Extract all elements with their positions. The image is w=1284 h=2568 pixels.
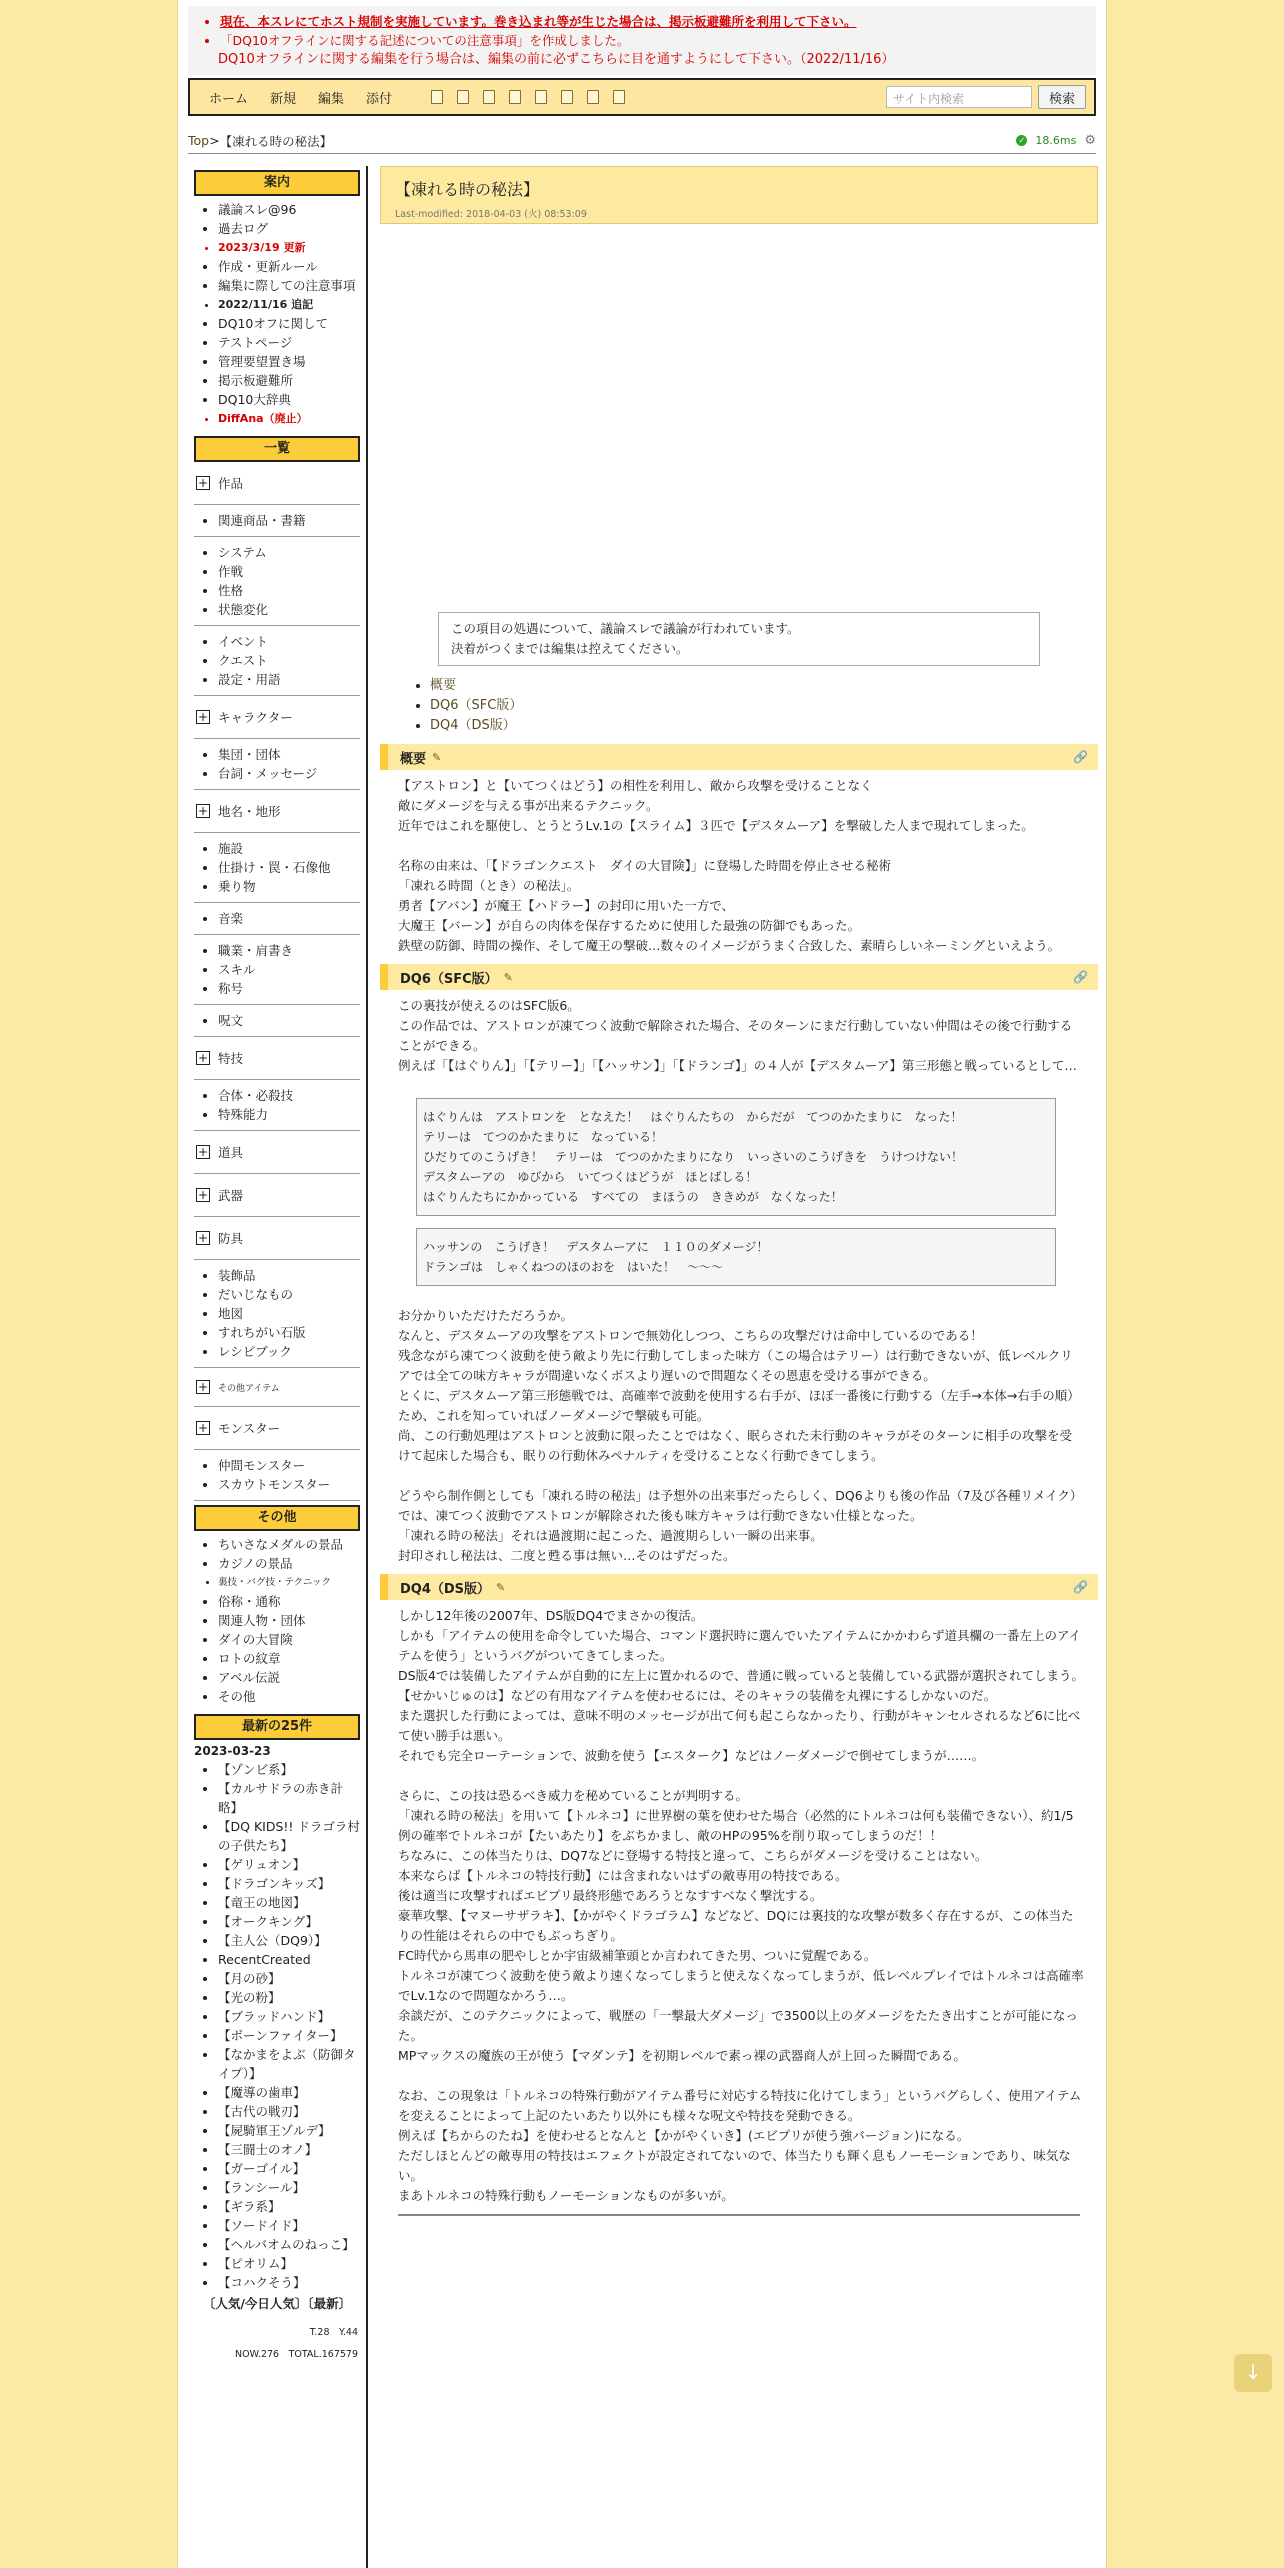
paragraph: とくに、デスタムーア第三形態戦では、高確率で波動を使用する右手が、ほぼ一番後に行動する（左手→本体→右手の順）ため、これを知っていればノーダメージで撃破も可能。 bbox=[398, 1388, 1080, 1423]
copy-icon[interactable] bbox=[561, 90, 573, 104]
sidebar-item[interactable]: • 乗り物 bbox=[218, 877, 354, 896]
paragraph: 「凍れる時間（とき）の秘法」。 bbox=[398, 878, 580, 893]
toc-link-overview[interactable]: 概要 bbox=[430, 678, 457, 693]
search-input[interactable]: サイト内検索 bbox=[886, 86, 1032, 108]
sidebar-group bbox=[194, 1174, 360, 1217]
toolbar-icons bbox=[431, 90, 625, 104]
section-dq6-body-2 bbox=[380, 1300, 1098, 1566]
sidebar-other-item[interactable]: • ロトの紋章 bbox=[218, 1649, 360, 1668]
log-line: はぐりんたちにかかっている すべての まほうの ききめが なくなった！ bbox=[423, 1190, 843, 1204]
expand-plus-icon[interactable]: + bbox=[197, 1421, 209, 1435]
sidebar-collapsible[interactable] bbox=[194, 1223, 360, 1253]
render-time: 18.6ms bbox=[1035, 134, 1077, 147]
section-heading-dq6 bbox=[380, 964, 1098, 990]
sidebar-item[interactable]: • だいじなもの bbox=[218, 1285, 354, 1304]
recent-item[interactable]: • 【ブラッドハンド】 bbox=[218, 2007, 360, 2026]
sidebar-item[interactable]: • スキル bbox=[218, 960, 354, 979]
sidebar-collapsible-label[interactable]: 作品 bbox=[218, 476, 244, 491]
paragraph: しかも「アイテムの使用を命令していた場合、コマンド選択時に選んでいたアイテムにかかわらず道具欄の一番左上のアイテムを使う」というバグがついてきてしまった。 bbox=[398, 1628, 1081, 1663]
sidebar-guide-item[interactable]: • DiffAna（廃止） bbox=[218, 409, 360, 428]
sidebar-guide-item[interactable]: • DQ10オフに関して bbox=[218, 314, 360, 333]
paragraph: 尚、この行動処理はアストロンと波動に限ったことではなく、眠らされた未行動のキャラがそのターンに相手の攻撃を受けて起床した場合も、眠りの行動休みペナルティを受けることなく行動できてしまう。 bbox=[398, 1428, 1073, 1463]
recent-item[interactable]: • 【三闘士のオノ】 bbox=[218, 2140, 360, 2159]
sidebar-collapsible-label[interactable]: 地名・地形 bbox=[218, 804, 281, 819]
battle-log-1 bbox=[416, 1098, 1056, 1216]
toolbar-menu-item[interactable]: 編集 bbox=[318, 91, 345, 107]
sidebar-group-list bbox=[194, 1266, 360, 1361]
recent-item[interactable]: • 【屍騎軍王ゾルデ】 bbox=[218, 2121, 360, 2140]
sidebar-collapsible[interactable] bbox=[194, 1374, 360, 1400]
search-area bbox=[886, 85, 1086, 109]
sidebar-item[interactable]: • スカウトモンスター bbox=[218, 1475, 354, 1494]
toc-link-dq6[interactable]: DQ6（SFC版） bbox=[430, 698, 523, 713]
sidebar-guide-header: 案内 bbox=[194, 170, 360, 196]
paragraph bbox=[398, 836, 1084, 856]
recent-item[interactable]: • 【ヘルバオムのねっこ】 bbox=[218, 2235, 360, 2254]
sidebar-groups bbox=[188, 462, 366, 1501]
section-overview-body bbox=[380, 770, 1098, 956]
anchor-link-icon[interactable]: 🔗 bbox=[1073, 970, 1088, 984]
sidebar-collapsible-label[interactable]: 道具 bbox=[218, 1145, 244, 1160]
sidebar-guide-item[interactable]: • 作成・更新ルール bbox=[218, 257, 360, 276]
paragraph: 名称の由来は、「【ドラゴンクエスト ダイの大冒険】」に登場した時間を停止させる秘術 bbox=[398, 858, 892, 873]
sidebar-other-item[interactable]: • ダイの大冒険 bbox=[218, 1630, 360, 1649]
title-box bbox=[380, 166, 1098, 224]
sidebar-item[interactable]: • 仲間モンスター bbox=[218, 1456, 354, 1475]
sidebar-group bbox=[194, 1131, 360, 1174]
sidebar-group bbox=[194, 935, 360, 1005]
log-line: はぐりんは アストロンを となえた！ はぐりんたちの からだが てつのかたまりに なった！ bbox=[423, 1110, 963, 1124]
diff-icon[interactable] bbox=[457, 90, 469, 104]
paragraph bbox=[398, 2066, 1084, 2086]
sidebar-item[interactable]: • 音楽 bbox=[218, 909, 354, 928]
paragraph: 【せかいじゅのは】などの有用なアイテムを使わせるには、そのキャラの装備を丸裸にするしかないのだ。 bbox=[398, 1688, 997, 1703]
expand-plus-icon[interactable]: + bbox=[197, 1145, 209, 1159]
recent-item[interactable]: • 【竜王の地図】 bbox=[218, 1893, 360, 1912]
toolbar-menu-item[interactable]: 新規 bbox=[270, 91, 297, 107]
notice-box bbox=[188, 6, 1096, 75]
sidebar-guide-item[interactable]: • 議論スレ@96 bbox=[218, 200, 360, 219]
log-line: デスタムーアの ゆびから いてつくはどうが ほとばしる！ bbox=[423, 1170, 758, 1184]
expand-plus-icon[interactable]: + bbox=[197, 804, 209, 818]
breadcrumb-current: 【凍れる時の秘法】 bbox=[219, 133, 333, 149]
toc-link-dq4[interactable]: DQ4（DS版） bbox=[430, 718, 516, 733]
check-icon: ✓ bbox=[1016, 135, 1027, 146]
counter-total: NOW.276 TOTAL.167579 bbox=[235, 2349, 358, 2360]
edit-icon[interactable] bbox=[431, 90, 443, 104]
main-content bbox=[380, 166, 1098, 2216]
sidebar-group-list bbox=[194, 941, 360, 998]
paragraph: さらに、この技は恐るべき威力を秘めていることが判明する。 bbox=[398, 1788, 749, 1803]
paragraph bbox=[398, 1766, 1084, 1786]
sidebar-other-item[interactable]: • 俗称・通称 bbox=[218, 1592, 360, 1611]
sidebar-other-item[interactable]: • ちいさなメダルの景品 bbox=[218, 1535, 360, 1554]
recent-item[interactable]: • 【ギラ系】 bbox=[218, 2197, 360, 2216]
paragraph: ちなみに、この体当たりは、DQ7などに登場する特技と違って、こちらがダメージを受けることはない。 bbox=[398, 1848, 988, 1863]
paragraph: 鉄壁の防御、時間の操作、そして魔王の撃破…数々のイメージがうまく合致した、素晴らしいネーミングといえよう。 bbox=[398, 938, 1061, 953]
sidebar-collapsible[interactable] bbox=[194, 1043, 360, 1073]
sidebar-collapsible[interactable] bbox=[194, 796, 360, 826]
sidebar-recent-header: 最新の25件 bbox=[194, 1714, 360, 1740]
sidebar-group-list bbox=[194, 1011, 360, 1030]
paragraph: FC時代から馬車の肥やしとか宇宙級補筆頭とか言われてきた男、ついに覚醒である。 bbox=[398, 1948, 877, 1963]
paragraph: 余談だが、このテクニックによって、戦歴の「一撃最大ダメージ」で3500以上のダメージをたたき出すことが可能になった。 bbox=[398, 2008, 1078, 2043]
paragraph: 残念ながら凍てつく波動を使う敵より先に行動してしまった味方（この場合はテリー）は行動できないが、低レベルクリアでは全ての味方キャラが間違いなくボスより遅いので問題なくその恩恵を受ける事ができる。 bbox=[398, 1348, 1073, 1383]
sidebar-list-header: 一覧 bbox=[194, 436, 360, 462]
sidebar-guide-item[interactable]: • 掲示板避難所 bbox=[218, 371, 360, 390]
paragraph: お分かりいただけただろうか。 bbox=[398, 1308, 574, 1323]
sidebar-recent-list bbox=[188, 1758, 366, 2292]
sidebar-group bbox=[194, 833, 360, 903]
paragraph: 例えば【ちからのたね】を使わせるとなんと【かがやくいき】(エビプリが使う強バージョン)になる。 bbox=[398, 2128, 970, 2143]
page bbox=[177, 0, 1107, 2568]
sidebar-other-list bbox=[188, 1531, 366, 1710]
sidebar-collapsible[interactable] bbox=[194, 702, 360, 732]
sidebar-group bbox=[194, 1037, 360, 1080]
sidebar-item[interactable]: • 地図 bbox=[218, 1304, 354, 1323]
recent-item[interactable]: • 【コハクそう】 bbox=[218, 2273, 360, 2292]
sidebar-collapsible-label[interactable]: 特技 bbox=[218, 1051, 244, 1066]
sidebar-group bbox=[194, 537, 360, 626]
expand-plus-icon[interactable]: + bbox=[197, 1188, 209, 1202]
paragraph: ただしほとんどの敵専用の特技はエフェクトが設定されてないので、体当たりも輝く息もノーモーションであり、味気ない。 bbox=[398, 2148, 1071, 2183]
page-title: 【凍れる時の秘法】 bbox=[395, 180, 540, 199]
notice-dq10-offline[interactable]: • 「DQ10オフラインに関する記述についての注意事項」を作成しました。 bbox=[220, 31, 1090, 50]
sidebar-item[interactable]: • 特殊能力 bbox=[218, 1105, 354, 1124]
backup-icon[interactable] bbox=[483, 90, 495, 104]
discussion-line-2: 決着がつくまでは編集は控えてください。 bbox=[451, 641, 689, 656]
recent-item[interactable]: • 【DQ KIDS!! ドラゴラ村の子供たち】 bbox=[218, 1817, 360, 1855]
recent-item[interactable]: • 【魔導の歯車】 bbox=[218, 2083, 360, 2102]
paragraph: それでも完全ローテーションで、波動を使う【エスターク】などはノーダメージで倒せてしまうが……。 bbox=[398, 1748, 985, 1763]
section-title: 概要 bbox=[400, 751, 427, 767]
expand-plus-icon[interactable]: + bbox=[197, 476, 209, 490]
sidebar-item[interactable]: • 装飾品 bbox=[218, 1266, 354, 1285]
sidebar-group bbox=[194, 1407, 360, 1450]
sidebar-group bbox=[194, 1368, 360, 1407]
recent-item[interactable]: • 【ドラゴンキッズ】 bbox=[218, 1874, 360, 1893]
battle-log-2 bbox=[416, 1228, 1056, 1286]
last-modified: Last-modified: 2018-04-03 (火) 08:53:09 bbox=[395, 209, 587, 220]
recent-item[interactable]: • 【なかまをよぶ（防御タイプ）】 bbox=[218, 2045, 360, 2083]
recent-item[interactable]: • 【光の粉】 bbox=[218, 1988, 360, 2007]
lock-icon[interactable] bbox=[535, 90, 547, 104]
sidebar-other-item[interactable]: • カジノの景品 bbox=[218, 1554, 360, 1573]
sidebar-item[interactable]: • 合体・必殺技 bbox=[218, 1086, 354, 1105]
sidebar-group bbox=[194, 505, 360, 537]
paragraph: 例えば「【はぐりん】」「【テリー】」「【ハッサン】」「【ドランゴ】」の４人が【デスタムーア】第三形態と戦っているとして… bbox=[398, 1058, 1077, 1073]
sidebar-other-item[interactable]: • 裏技・バグ技・テクニック bbox=[218, 1573, 360, 1592]
sidebar-item[interactable]: • クエスト bbox=[218, 651, 354, 670]
sidebar-group bbox=[194, 739, 360, 790]
sidebar-item[interactable]: • 性格 bbox=[218, 581, 354, 600]
sidebar-other-item[interactable]: • その他 bbox=[218, 1687, 360, 1706]
notice-dq10-edit[interactable]: DQ10オフラインに関する編集を行う場合は、編集の前に必ずこちらに目を通すようにして下さい。（2022/11/16） bbox=[218, 52, 895, 67]
sidebar-group bbox=[194, 1005, 360, 1037]
sidebar-group bbox=[194, 696, 360, 739]
paragraph: 本来ならば【トルネコの特技行動】には含まれないはずの敵専用の特技である。 bbox=[398, 1868, 848, 1883]
paragraph: MPマックスの魔族の王が使う【マダンテ】を初期レベルで素っ裸の武器商人が上回った瞬間である。 bbox=[398, 2048, 966, 2063]
sidebar-item[interactable]: • レシピブック bbox=[218, 1342, 354, 1361]
paragraph: 近年ではこれを駆使し、とうとうLv.1の【スライム】３匹で【デスタムーア】を撃破した人まで現れてしまった。 bbox=[398, 818, 1034, 833]
expand-plus-icon[interactable]: + bbox=[197, 710, 209, 724]
sidebar-collapsible-label[interactable]: 防具 bbox=[218, 1231, 244, 1246]
log-line: ひだりてのこうげき！ テリーは てつのかたまりになり いっさいのこうげきを うけつけない！ bbox=[423, 1150, 964, 1164]
sidebar-collapsible[interactable] bbox=[194, 1413, 360, 1443]
sidebar-group bbox=[194, 462, 360, 505]
help-icon[interactable] bbox=[613, 90, 625, 104]
expand-plus-icon[interactable]: + bbox=[197, 1231, 209, 1245]
sidebar-guide-list bbox=[188, 196, 366, 432]
sidebar-item[interactable]: • イベント bbox=[218, 632, 354, 651]
sidebar-other-item[interactable]: • 関連人物・団体 bbox=[218, 1611, 360, 1630]
sidebar-group bbox=[194, 1080, 360, 1131]
sidebar-group bbox=[194, 626, 360, 696]
paragraph: 【アストロン】と【いてつくはどう】の相性を利用し、敵から攻撃を受けることなく bbox=[398, 778, 873, 793]
list-icon[interactable] bbox=[587, 90, 599, 104]
sidebar-item[interactable]: • 職業・肩書き bbox=[218, 941, 354, 960]
log-line: テリーは てつのかたまりに なっている！ bbox=[423, 1130, 664, 1144]
sidebar-collapsible[interactable] bbox=[194, 1137, 360, 1167]
toolbar-menu bbox=[198, 88, 403, 107]
sidebar-item[interactable]: • 呪文 bbox=[218, 1011, 354, 1030]
anchor-link-icon[interactable]: 🔗 bbox=[1073, 750, 1088, 764]
discussion-line-1: この項目の処遇について、議論スレで議論が行われています。 bbox=[451, 621, 800, 636]
discussion-notice bbox=[438, 612, 1040, 666]
anchor-link-icon[interactable]: 🔗 bbox=[1073, 1580, 1088, 1594]
sidebar-guide-item[interactable]: • テストページ bbox=[218, 333, 360, 352]
sidebar-group bbox=[194, 903, 360, 935]
recent-item[interactable]: • 【ガーゴイル】 bbox=[218, 2159, 360, 2178]
table-of-contents bbox=[380, 676, 1098, 736]
toolbar-menu-item[interactable]: ホーム bbox=[209, 91, 249, 107]
sidebar-collapsible[interactable] bbox=[194, 468, 360, 498]
recent-item[interactable]: • 【古代の戦刃】 bbox=[218, 2102, 360, 2121]
recent-item[interactable]: • 【オークキング】 bbox=[218, 1912, 360, 1931]
paragraph: この作品では、アストロンが凍てつく波動で解除された場合、そのターンにまだ行動していない仲間はその後で行動することができる。 bbox=[398, 1018, 1073, 1053]
sidebar-group-list bbox=[194, 632, 360, 689]
sidebar-item[interactable]: • 台詞・メッセージ bbox=[218, 764, 354, 783]
attach-icon[interactable] bbox=[509, 90, 521, 104]
paragraph: 後は適当に攻撃すればエビプリ最終形態であろうとなすすべなく撃沈する。 bbox=[398, 1888, 823, 1903]
sidebar-item[interactable]: • 状態変化 bbox=[218, 600, 354, 619]
paragraph: トルネコが凍てつく波動を使う敵より速くなってしまうと使えなくなってしまうが、低レベルプレイではトルネコは高確率でLv.1なので問題なかろう…。 bbox=[398, 1968, 1084, 2003]
paragraph: 豪華攻撃、【マヌーサザラキ】、【かがやくドラゴラム】などなど、DQには裏技的な攻撃が数多く存在するが、この体当たりの性能はそれらの中でもぶっちぎり。 bbox=[398, 1908, 1074, 1943]
paragraph: この裏技が使えるのはSFC版6。 bbox=[398, 998, 580, 1013]
recent-item[interactable]: • 【ゲリュオン】 bbox=[218, 1855, 360, 1874]
section-dq4-body bbox=[380, 1600, 1098, 2206]
paragraph: まあトルネコの特殊行動もノーモーションなものが多いが。 bbox=[398, 2188, 734, 2203]
sidebar-group-list bbox=[194, 1456, 360, 1494]
sidebar-group-list bbox=[194, 1086, 360, 1124]
ad-space bbox=[380, 224, 1098, 612]
breadcrumb-separator: > bbox=[209, 133, 220, 148]
edit-pencil-icon[interactable]: ✎ bbox=[496, 1580, 506, 1594]
edit-pencil-icon[interactable]: ✎ bbox=[503, 970, 513, 984]
sidebar-guide-item[interactable]: • 管理要望置き場 bbox=[218, 352, 360, 371]
sidebar-guide-item[interactable]: • DQ10大辞典 bbox=[218, 390, 360, 409]
recent-item[interactable]: • 【ランシール】 bbox=[218, 2178, 360, 2197]
paragraph: 「凍れる時の秘法」を用いて【トルネコ】に世界樹の葉を使わせた場合（必然的にトルネコは何も装備できない）、約1/5例の確率でトルネコが【たいあたり】をぶちかまし、敵のHPの95%を削り取ってしまうのだ！！ bbox=[398, 1808, 1074, 1843]
recent-item[interactable]: • RecentCreated bbox=[218, 1950, 360, 1969]
sidebar-collapsible-label[interactable]: 武器 bbox=[218, 1188, 244, 1203]
sidebar-collapsible-label[interactable]: その他アイテム bbox=[218, 1383, 280, 1394]
content-end-rule bbox=[398, 2214, 1080, 2216]
sidebar-group-list bbox=[194, 745, 360, 783]
sidebar-item[interactable]: • システム bbox=[218, 543, 354, 562]
edit-pencil-icon[interactable]: ✎ bbox=[432, 750, 442, 764]
sidebar-collapsible-label[interactable]: キャラクター bbox=[218, 710, 293, 725]
expand-plus-icon[interactable]: + bbox=[197, 1051, 209, 1065]
recent-item[interactable]: • 【ゾンビ系】 bbox=[218, 1760, 360, 1779]
log-line: ドランゴは しゃくねつのほのおを はいた！ ～～～ bbox=[423, 1260, 724, 1274]
paragraph: 敵にダメージを与える事が出来るテクニック。 bbox=[398, 798, 659, 813]
breadcrumb bbox=[188, 128, 1096, 154]
recent-item[interactable]: • 【主人公（DQ9）】 bbox=[218, 1931, 360, 1950]
recent-item[interactable]: • 【月の砂】 bbox=[218, 1969, 360, 1988]
toolbar bbox=[188, 78, 1096, 116]
sidebar-guide-item: • 2022/11/16 追記 bbox=[218, 295, 360, 314]
paragraph: 「凍れる時の秘法」それは過渡期に起こった、過渡期らしい一瞬の出来事。 bbox=[398, 1528, 823, 1543]
paragraph: どうやら制作側としても「凍れる時の秘法」は予想外の出来事だったらしく、DQ6よりも後の作品（7及び各種リメイク）では、凍てつく波動でアストロンが解除された後も味方キャラは行動できない仕様となった。 bbox=[398, 1488, 1083, 1523]
sidebar-item[interactable]: • 作戦 bbox=[218, 562, 354, 581]
sidebar-group bbox=[194, 1217, 360, 1260]
sidebar-item[interactable]: • 関連商品・書籍 bbox=[218, 511, 354, 530]
sidebar-group-list bbox=[194, 839, 360, 896]
paragraph: 大魔王【バーン】が自らの肉体を保存するために使用した最強の防御でもあった。 bbox=[398, 918, 861, 933]
scroll-to-top-button[interactable]: ↓ bbox=[1234, 2354, 1272, 2392]
sidebar bbox=[188, 166, 368, 2568]
sidebar-item[interactable]: • 設定・用語 bbox=[218, 670, 354, 689]
sidebar-group bbox=[194, 1260, 360, 1368]
sidebar-guide-item[interactable]: • 過去ログ bbox=[218, 219, 360, 238]
notice-host-restriction[interactable]: • 現在、本スレにてホスト規制を実施しています。巻き込まれ等が生じた場合は、掲示板避難所を利用して下さい。 bbox=[220, 12, 1090, 31]
sidebar-item[interactable]: • 称号 bbox=[218, 979, 354, 998]
section-heading-overview bbox=[380, 744, 1098, 770]
recent-item[interactable]: • 【ソードイド】 bbox=[218, 2216, 360, 2235]
sidebar-group bbox=[194, 1450, 360, 1501]
recent-date: 2023-03-23 bbox=[194, 1744, 271, 1758]
log-line: ハッサンの こうげき！ デスタムーアに １１０のダメージ！ bbox=[423, 1240, 769, 1254]
section-heading-dq4 bbox=[380, 1574, 1098, 1600]
breadcrumb-top-link[interactable]: Top bbox=[188, 133, 210, 148]
section-dq6-body bbox=[380, 990, 1098, 1076]
paragraph: 勇者【アバン】が魔王【ハドラー】の封印に用いた一方で、 bbox=[398, 898, 735, 913]
paragraph: DS版4では装備したアイテムが自動的に左上に置かれるので、普通に戦っていると装備している武器が選択されてしまう。 bbox=[398, 1668, 1085, 1683]
expand-plus-icon[interactable]: + bbox=[197, 1380, 209, 1394]
paragraph: 封印されし秘法は、二度と甦る事は無い…そのはずだった。 bbox=[398, 1548, 736, 1563]
counter-today: T.28 Y.44 bbox=[309, 2327, 358, 2338]
toolbar-menu-item[interactable]: 添付 bbox=[366, 91, 393, 107]
sidebar-other-header: その他 bbox=[194, 1505, 360, 1531]
sidebar-item[interactable]: • 施設 bbox=[218, 839, 354, 858]
recent-item[interactable]: • 【ボーンファイター】 bbox=[218, 2026, 360, 2045]
sidebar-item[interactable]: • 仕掛け・罠・石像他 bbox=[218, 858, 354, 877]
sidebar-guide-item[interactable]: • 2023/3/19 更新 bbox=[218, 238, 360, 257]
search-button[interactable]: 検索 bbox=[1038, 85, 1086, 109]
paragraph: なお、この現象は「トルネコの特殊行動がアイテム番号に対応する特技に化けてしまう」というバグらしく、使用アイテムを変えることによって上記のたいあたり以外にも様々な呪文や特技を発動できる。 bbox=[398, 2088, 1082, 2123]
sidebar-item[interactable]: • 集団・団体 bbox=[218, 745, 354, 764]
sidebar-item[interactable]: • すれちがい石版 bbox=[218, 1323, 354, 1342]
section-title: DQ6（SFC版） bbox=[400, 971, 498, 987]
sidebar-group-list bbox=[194, 543, 360, 619]
recent-item[interactable]: • 【カルサドラの赤き計略】 bbox=[218, 1779, 360, 1817]
sidebar-group bbox=[194, 790, 360, 833]
paragraph: なんと、デスタムーアの攻撃をアストロンで無効化しつつ、こちらの攻撃だけは命中しているのである！ bbox=[398, 1328, 983, 1343]
paragraph: また選択した行動によっては、意味不明のメッセージが出て何も起こらなかったり、行動がキャンセルされるなど6に比べて使い勝手は悪い。 bbox=[398, 1708, 1081, 1743]
sidebar-group-list bbox=[194, 511, 360, 530]
recent-item[interactable]: • 【ピオリム】 bbox=[218, 2254, 360, 2273]
sidebar-collapsible[interactable] bbox=[194, 1180, 360, 1210]
section-title: DQ4（DS版） bbox=[400, 1581, 491, 1597]
gear-icon[interactable]: ⚙ bbox=[1084, 133, 1096, 148]
paragraph bbox=[398, 1466, 1084, 1486]
breadcrumb-tools bbox=[1016, 133, 1096, 148]
sidebar-other-item[interactable]: • アベル伝説 bbox=[218, 1668, 360, 1687]
paragraph: しかし12年後の2007年、DS版DQ4でまさかの復活。 bbox=[398, 1608, 704, 1623]
sidebar-group-list bbox=[194, 909, 360, 928]
sidebar-guide-item[interactable]: • 編集に際しての注意事項 bbox=[218, 276, 360, 295]
popular-link[interactable]: 〔人気/今日人気〕〔最新〕 bbox=[202, 2296, 352, 2311]
sidebar-collapsible-label[interactable]: モンスター bbox=[218, 1421, 281, 1436]
